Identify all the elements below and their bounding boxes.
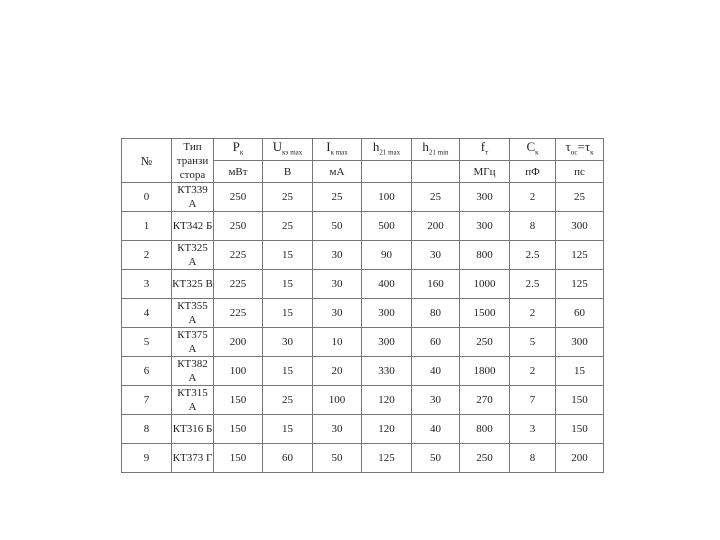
param-value: 10 bbox=[313, 328, 362, 357]
param-value: 25 bbox=[263, 183, 313, 212]
param-value: 150 bbox=[556, 386, 604, 415]
param-value: 120 bbox=[362, 415, 412, 444]
param-value: 1000 bbox=[460, 270, 510, 299]
param-value: 60 bbox=[556, 299, 604, 328]
table-row bbox=[122, 241, 604, 270]
param-value: 8 bbox=[510, 212, 556, 241]
row-number: 4 bbox=[122, 299, 172, 328]
param-value: 15 bbox=[263, 270, 313, 299]
param-unit bbox=[362, 161, 412, 183]
param-symbol bbox=[313, 139, 362, 161]
param-symbol-text: f bbox=[480, 138, 486, 154]
param-symbol-text: =τ bbox=[577, 138, 591, 154]
param-value: 250 bbox=[214, 183, 263, 212]
row-number: 1 bbox=[122, 212, 172, 241]
param-symbol-text: U bbox=[272, 138, 283, 154]
param-value: 60 bbox=[263, 444, 313, 473]
param-value: 300 bbox=[556, 328, 604, 357]
param-symbol bbox=[362, 139, 412, 161]
param-value: 800 bbox=[460, 415, 510, 444]
transistor-type: КТ325 А bbox=[172, 241, 214, 270]
param-value: 7 bbox=[510, 386, 556, 415]
param-value: 15 bbox=[263, 241, 313, 270]
param-value: 225 bbox=[214, 241, 263, 270]
param-value: 25 bbox=[313, 183, 362, 212]
param-value: 50 bbox=[412, 444, 460, 473]
row-number: 7 bbox=[122, 386, 172, 415]
param-value: 225 bbox=[214, 270, 263, 299]
param-value: 1500 bbox=[460, 299, 510, 328]
param-symbol-text: τ bbox=[565, 138, 571, 154]
param-value: 200 bbox=[412, 212, 460, 241]
param-value: 15 bbox=[263, 357, 313, 386]
param-unit: пФ bbox=[510, 161, 556, 183]
type-header: Тип транзи стора bbox=[172, 139, 214, 183]
param-value: 30 bbox=[313, 241, 362, 270]
param-value: 2.5 bbox=[510, 270, 556, 299]
param-symbol-text: h bbox=[372, 138, 380, 154]
param-value: 150 bbox=[214, 444, 263, 473]
param-value: 50 bbox=[313, 212, 362, 241]
transistor-type: КТ342 Б bbox=[172, 212, 214, 241]
transistor-type: КТ316 Б bbox=[172, 415, 214, 444]
param-value: 60 bbox=[412, 328, 460, 357]
param-value: 5 bbox=[510, 328, 556, 357]
param-value: 250 bbox=[460, 328, 510, 357]
param-subscript: к bbox=[239, 148, 244, 157]
param-value: 30 bbox=[313, 299, 362, 328]
transistor-type: КТ382 А bbox=[172, 357, 214, 386]
param-value: 250 bbox=[214, 212, 263, 241]
param-subscript: к max bbox=[330, 148, 348, 157]
param-value: 300 bbox=[556, 212, 604, 241]
param-symbol bbox=[263, 139, 313, 161]
table-row bbox=[122, 328, 604, 357]
row-number: 9 bbox=[122, 444, 172, 473]
param-subscript: т bbox=[485, 148, 489, 157]
param-subscript: 21 min bbox=[428, 148, 449, 157]
param-unit bbox=[412, 161, 460, 183]
param-unit: В bbox=[263, 161, 313, 183]
transistor-type: КТ325 В bbox=[172, 270, 214, 299]
param-value: 90 bbox=[362, 241, 412, 270]
param-value: 270 bbox=[460, 386, 510, 415]
param-symbol bbox=[510, 139, 556, 161]
param-value: 25 bbox=[263, 386, 313, 415]
param-symbol-text: I bbox=[326, 138, 331, 154]
param-value: 2 bbox=[510, 183, 556, 212]
param-value: 330 bbox=[362, 357, 412, 386]
param-value: 160 bbox=[412, 270, 460, 299]
param-value: 250 bbox=[460, 444, 510, 473]
param-value: 150 bbox=[214, 415, 263, 444]
param-value: 100 bbox=[362, 183, 412, 212]
table-row bbox=[122, 212, 604, 241]
param-value: 3 bbox=[510, 415, 556, 444]
param-value: 150 bbox=[556, 415, 604, 444]
param-value: 100 bbox=[214, 357, 263, 386]
param-symbol bbox=[412, 139, 460, 161]
param-value: 125 bbox=[362, 444, 412, 473]
transistor-parameters-table bbox=[121, 138, 604, 473]
param-value: 1800 bbox=[460, 357, 510, 386]
param-value: 2 bbox=[510, 357, 556, 386]
param-value: 80 bbox=[412, 299, 460, 328]
param-value: 40 bbox=[412, 415, 460, 444]
param-value: 225 bbox=[214, 299, 263, 328]
param-value: 15 bbox=[263, 415, 313, 444]
param-value: 50 bbox=[313, 444, 362, 473]
param-unit: мА bbox=[313, 161, 362, 183]
param-value: 15 bbox=[263, 299, 313, 328]
param-value: 2 bbox=[510, 299, 556, 328]
param-value: 8 bbox=[510, 444, 556, 473]
param-value: 300 bbox=[362, 299, 412, 328]
param-value: 25 bbox=[412, 183, 460, 212]
param-value: 150 bbox=[214, 386, 263, 415]
table-body bbox=[122, 139, 604, 473]
param-value: 125 bbox=[556, 270, 604, 299]
table-row bbox=[122, 299, 604, 328]
transistor-type: КТ315 А bbox=[172, 386, 214, 415]
param-value: 30 bbox=[263, 328, 313, 357]
transistor-type: КТ373 Г bbox=[172, 444, 214, 473]
param-subscript: к bbox=[590, 148, 594, 157]
param-value: 800 bbox=[460, 241, 510, 270]
param-value: 30 bbox=[412, 386, 460, 415]
param-value: 30 bbox=[313, 415, 362, 444]
param-value: 30 bbox=[313, 270, 362, 299]
row-number: 6 bbox=[122, 357, 172, 386]
param-value: 2.5 bbox=[510, 241, 556, 270]
row-number: 3 bbox=[122, 270, 172, 299]
param-value: 20 bbox=[313, 357, 362, 386]
number-header: № bbox=[122, 139, 172, 183]
transistor-type: КТ339 А bbox=[172, 183, 214, 212]
param-value: 400 bbox=[362, 270, 412, 299]
table-row bbox=[122, 270, 604, 299]
param-value: 100 bbox=[313, 386, 362, 415]
param-value: 300 bbox=[362, 328, 412, 357]
param-value: 25 bbox=[556, 183, 604, 212]
param-symbol-text: C bbox=[526, 138, 536, 154]
param-value: 40 bbox=[412, 357, 460, 386]
transistor-type: КТ375 А bbox=[172, 328, 214, 357]
param-symbol bbox=[556, 139, 604, 161]
param-value: 500 bbox=[362, 212, 412, 241]
param-symbol-text: h bbox=[422, 138, 429, 154]
param-subscript: 21 max bbox=[379, 148, 401, 157]
table-row bbox=[122, 183, 604, 212]
param-subscript: кэ max bbox=[282, 148, 303, 157]
row-number: 8 bbox=[122, 415, 172, 444]
param-value: 200 bbox=[214, 328, 263, 357]
param-subscript: к bbox=[535, 148, 539, 157]
row-number: 0 bbox=[122, 183, 172, 212]
param-value: 120 bbox=[362, 386, 412, 415]
param-subscript: ос bbox=[570, 148, 578, 157]
param-value: 125 bbox=[556, 241, 604, 270]
param-unit: мВт bbox=[214, 161, 263, 183]
param-value: 300 bbox=[460, 183, 510, 212]
header-row bbox=[122, 139, 604, 161]
transistor-type: КТ355 А bbox=[172, 299, 214, 328]
row-number: 2 bbox=[122, 241, 172, 270]
table-row bbox=[122, 357, 604, 386]
param-unit: пс bbox=[556, 161, 604, 183]
param-symbol-text: P bbox=[232, 138, 240, 154]
param-value: 200 bbox=[556, 444, 604, 473]
param-value: 30 bbox=[412, 241, 460, 270]
row-number: 5 bbox=[122, 328, 172, 357]
param-value: 300 bbox=[460, 212, 510, 241]
param-unit: МГц bbox=[460, 161, 510, 183]
param-value: 25 bbox=[263, 212, 313, 241]
param-symbol bbox=[460, 139, 510, 161]
param-value: 15 bbox=[556, 357, 604, 386]
table-row bbox=[122, 444, 604, 473]
param-symbol bbox=[214, 139, 263, 161]
table-row bbox=[122, 386, 604, 415]
table-row bbox=[122, 415, 604, 444]
